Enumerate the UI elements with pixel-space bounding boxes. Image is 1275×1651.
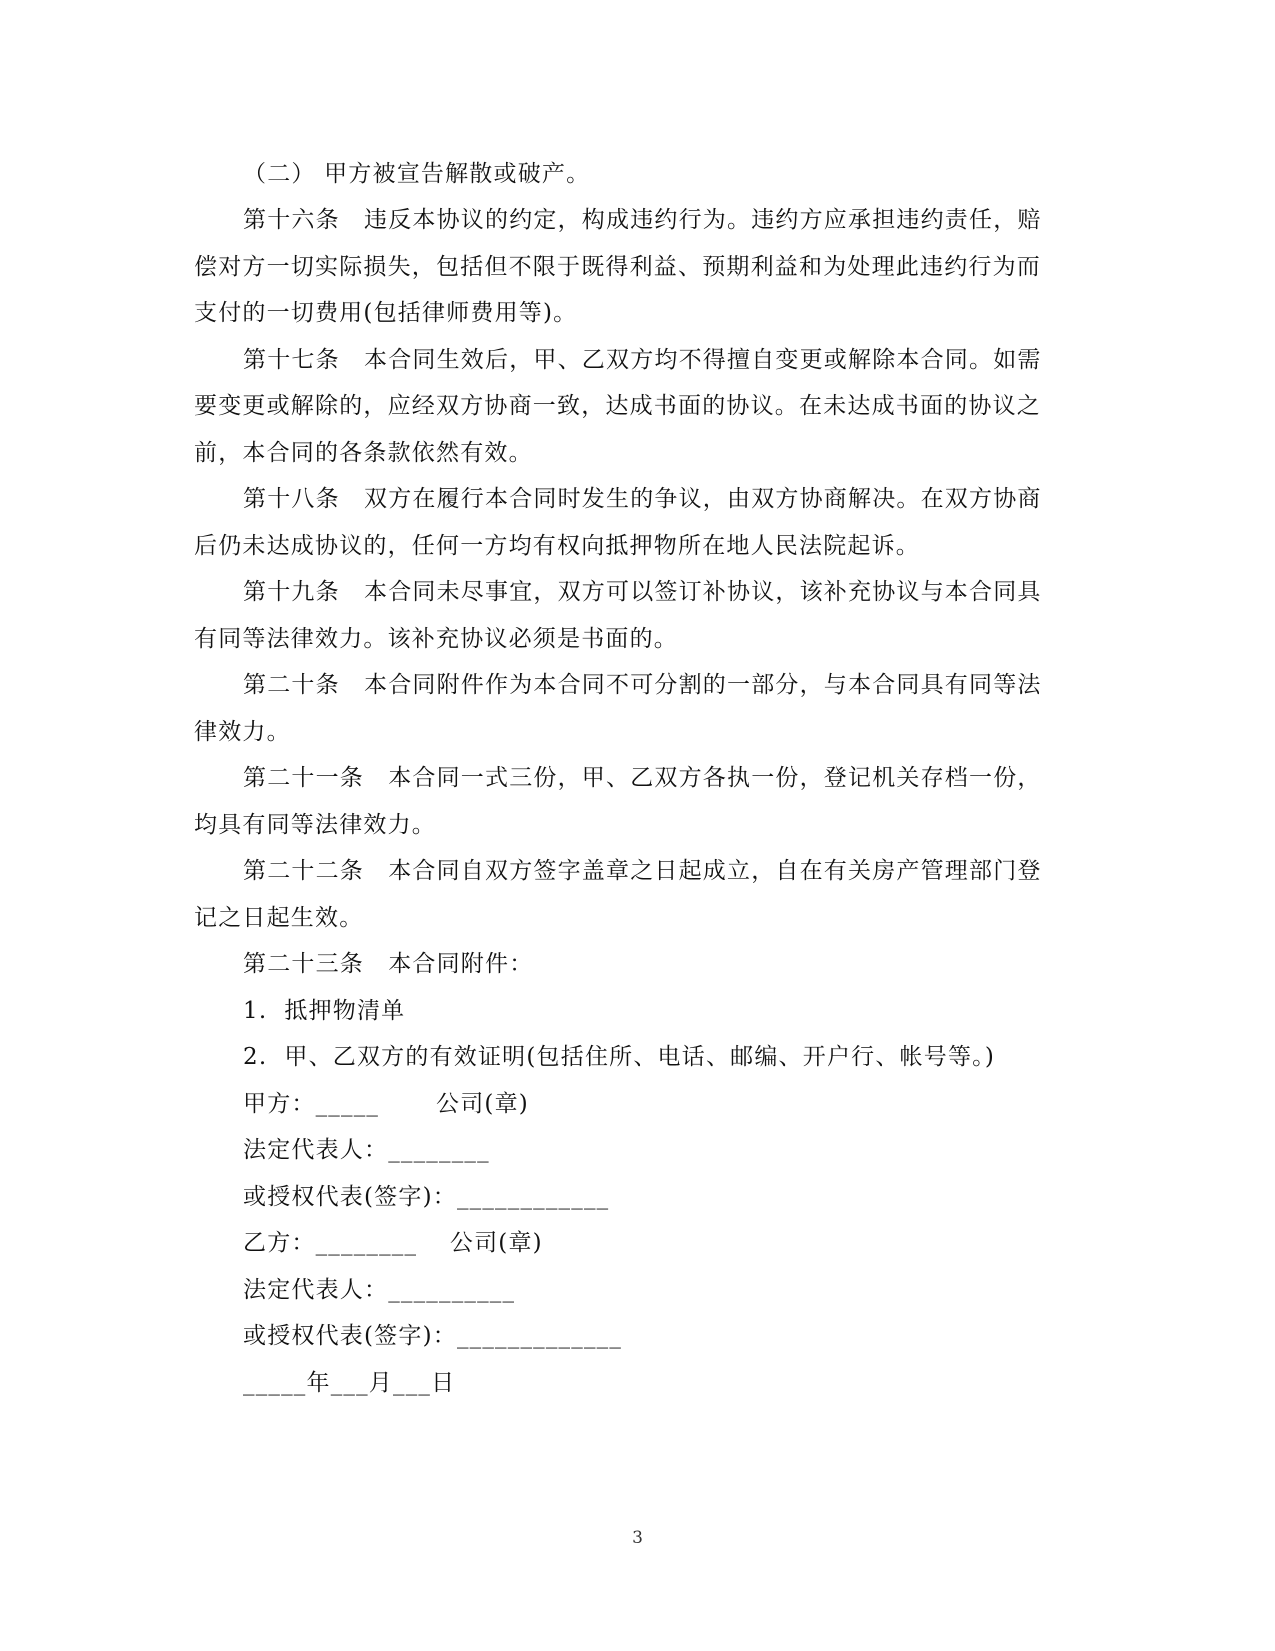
clause-line: 第十六条 违反本协议的约定，构成违约行为。违约方应承担违约责任，赔 [243, 207, 1042, 233]
clause-line: 后仍未达成协议的，任何一方均有权向抵押物所在地人民法院起诉。 [194, 533, 920, 559]
clause-line: 律效力。 [194, 719, 291, 745]
clause-line: 第二十三条 本合同附件： [243, 951, 534, 977]
clause-line: 第二十二条 本合同自双方签字盖章之日起成立，自在有关房产管理部门登 [243, 858, 1042, 884]
clause-line: 第十八条 双方在履行本合同时发生的争议，由双方协商解决。在双方协商 [243, 486, 1042, 512]
signature-line: 法定代表人：__________ [243, 1277, 516, 1303]
clause-line: 第二十一条 本合同一式三份，甲、乙双方各执一份，登记机关存档一份， [243, 765, 1042, 791]
page-number: 3 [632, 1528, 643, 1548]
clause-line: 第二十条 本合同附件作为本合同不可分割的一部分，与本合同具有同等法 [243, 672, 1042, 698]
signature-line: 甲方：_____ 公司(章) [243, 1091, 529, 1117]
signature-line: 法定代表人：________ [243, 1137, 490, 1163]
clause-line: 第十九条 本合同未尽事宜，双方可以签订补协议，该补充协议与本合同具 [243, 579, 1042, 605]
attachment-item: 1. 抵押物清单 [243, 998, 406, 1024]
signature-line: 或授权代表(签字)：____________ [243, 1184, 610, 1210]
clause-line: 有同等法律效力。该补充协议必须是书面的。 [194, 626, 678, 652]
clause-line: 第十七条 本合同生效后，甲、乙双方均不得擅自变更或解除本合同。如需 [243, 347, 1042, 373]
clause-line: 记之日起生效。 [194, 905, 364, 931]
signature-line: 乙方：________ 公司(章) [243, 1230, 543, 1256]
clause-line: （二） 甲方被宣告解散或破产。 [243, 161, 591, 187]
clause-line: 支付的一切费用(包括律师费用等)。 [194, 300, 578, 326]
clause-line: 要变更或解除的，应经双方协商一致，达成书面的协议。在未达成书面的协议之 [194, 393, 1041, 419]
attachment-item: 2. 甲、乙双方的有效证明(包括住所、电话、邮编、开户行、帐号等。) [243, 1044, 996, 1070]
clause-line: 偿对方一切实际损失，包括但不限于既得利益、预期利益和为处理此违约行为而 [194, 254, 1041, 280]
date-line: _____年___月___日 [243, 1370, 456, 1396]
clause-line: 前，本合同的各条款依然有效。 [194, 440, 533, 466]
clause-line: 均具有同等法律效力。 [194, 812, 436, 838]
signature-line: 或授权代表(签字)：_____________ [243, 1323, 623, 1349]
